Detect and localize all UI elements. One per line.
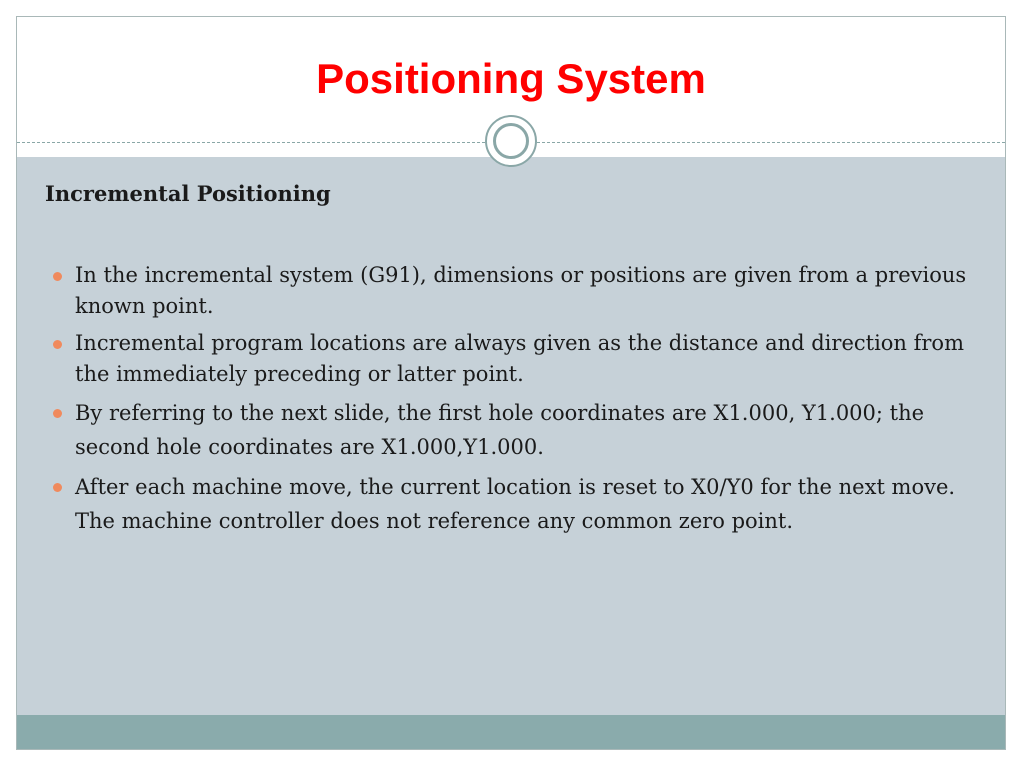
slide-title: Positioning System: [316, 55, 706, 102]
section-subheading: Incremental Positioning: [45, 181, 331, 206]
bullet-dot-icon: [53, 409, 62, 418]
bullet-item: [53, 260, 973, 322]
inner-ring-icon: [493, 123, 529, 159]
bullet-dot-icon: [53, 272, 62, 281]
bullet-text: After each machine move, the current location is reset to X0/Y0 for the next move. The machine controller does not reference any common zero point.: [75, 475, 956, 533]
ring-ornament-icon: [485, 115, 537, 167]
bullet-item: [53, 396, 973, 464]
bullet-text: Incremental program locations are always given as the distance and direction from the immediately preceding or latter point.: [75, 331, 964, 386]
bullet-text: By referring to the next slide, the first hole coordinates are X1.000, Y1.000; the second hole coordinates are X1.000,Y1.000.: [75, 401, 925, 459]
bullet-item: [53, 328, 973, 390]
bullet-item: [53, 470, 973, 538]
bullet-text: In the incremental system (G91), dimensions or positions are given from a previous known point.: [75, 263, 967, 318]
slide: [16, 16, 1006, 750]
bullet-list: [53, 260, 973, 544]
bullet-dot-icon: [53, 483, 62, 492]
bullet-dot-icon: [53, 340, 62, 349]
bottom-band: [17, 715, 1005, 749]
